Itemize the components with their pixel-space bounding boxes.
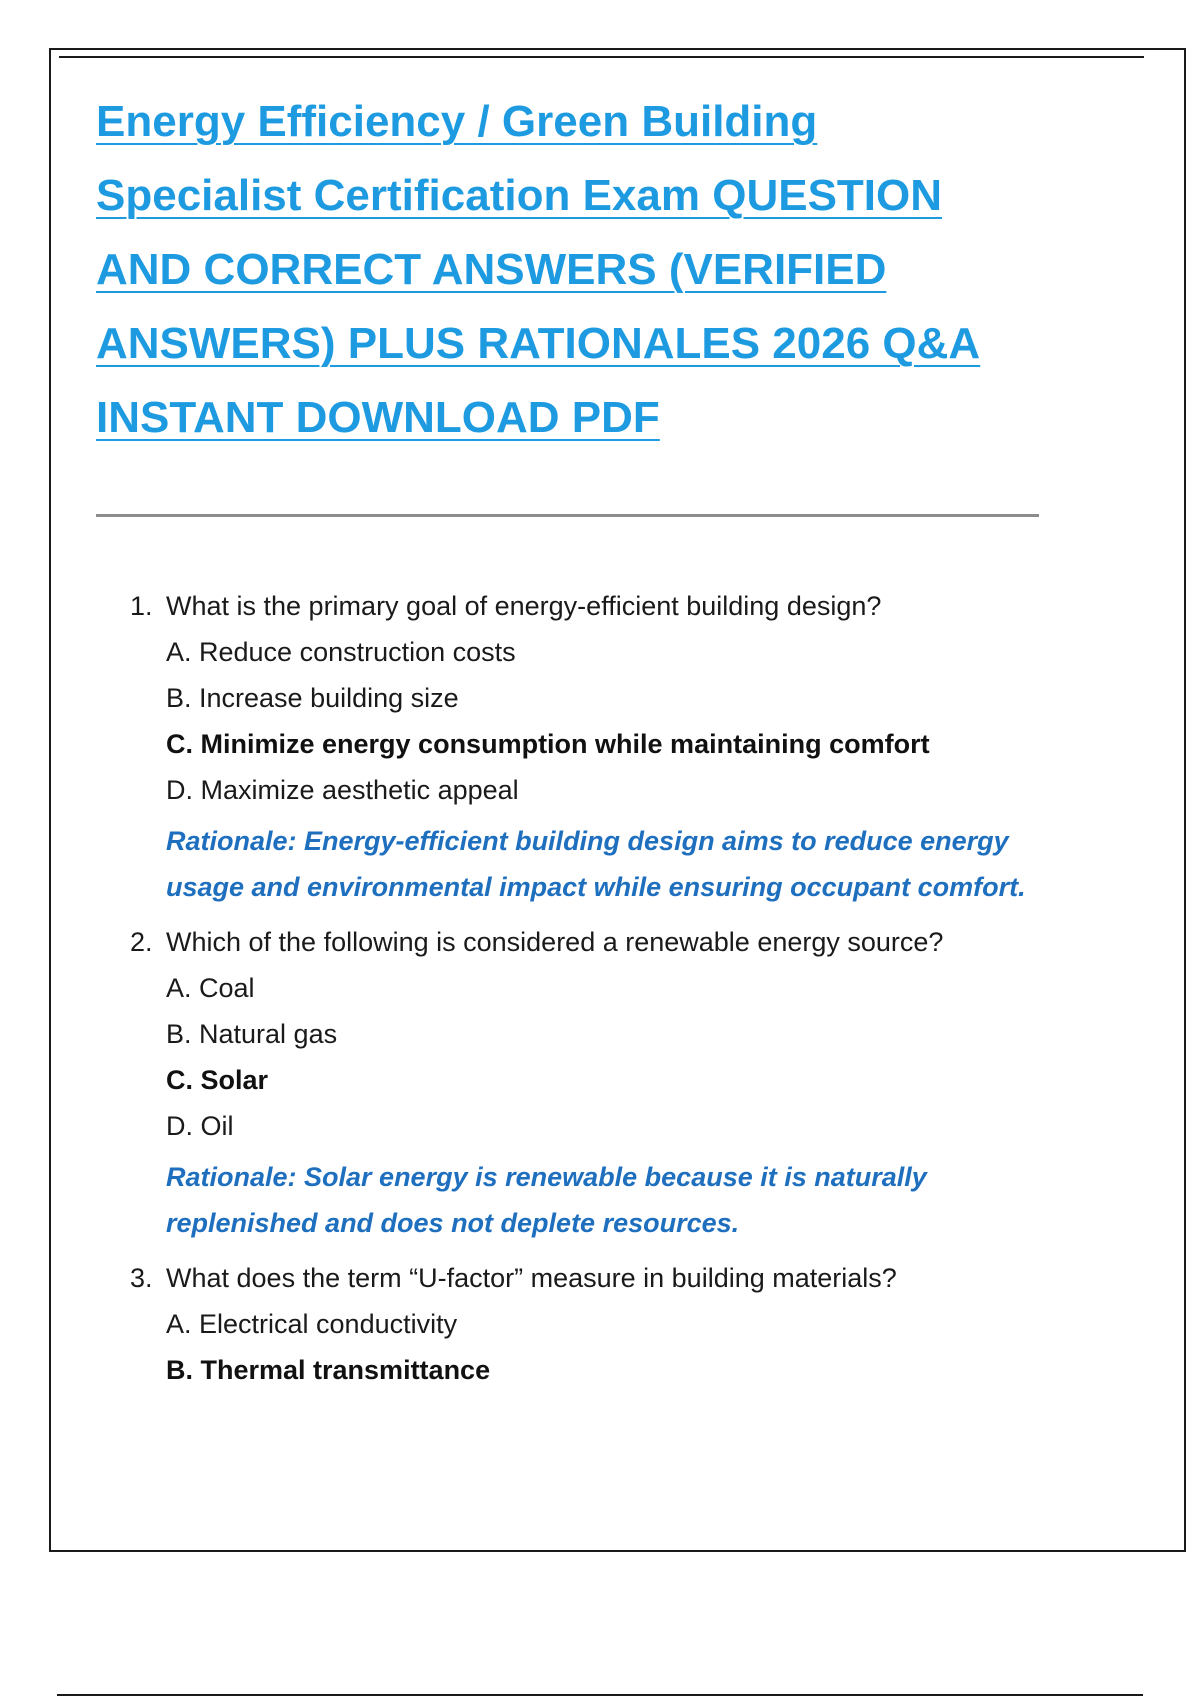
question-text: What is the primary goal of energy-efficient building design? xyxy=(166,591,882,621)
question-1 xyxy=(130,588,1090,910)
answer-option: A. Electrical conductivity xyxy=(166,1309,458,1339)
answer-option: A. Coal xyxy=(166,973,255,1003)
title-line[interactable]: AND CORRECT ANSWERS (VERIFIED xyxy=(96,245,887,294)
answer-options xyxy=(130,1306,1090,1388)
document-title[interactable] xyxy=(96,97,1016,470)
answer-option: D. Oil xyxy=(166,1111,234,1141)
question-text: What does the term “U-factor” measure in building materials? xyxy=(166,1263,897,1293)
question-list xyxy=(130,588,1090,1402)
answer-option: D. Maximize aesthetic appeal xyxy=(166,775,519,805)
answer-option: A. Reduce construction costs xyxy=(166,637,516,667)
question-number: 3. xyxy=(130,1263,153,1293)
question-text: Which of the following is considered a renewable energy source? xyxy=(166,927,944,957)
correct-answer-option: C. Minimize energy consumption while maintaining comfort xyxy=(166,729,930,759)
answer-option: B. Increase building size xyxy=(166,683,459,713)
rationale: Rationale: Energy-efficient building design aims to reduce energy usage and environmental impact while ensuring occupant comfort. xyxy=(166,826,1026,902)
question-stem xyxy=(130,1260,1090,1296)
answer-options xyxy=(130,634,1090,910)
rationale: Rationale: Solar energy is renewable because it is naturally replenished and does not deplete resources. xyxy=(166,1162,927,1238)
question-stem xyxy=(130,588,1090,624)
answer-options xyxy=(130,970,1090,1246)
correct-answer-option: C. Solar xyxy=(166,1065,269,1095)
title-line[interactable]: Energy Efficiency / Green Building xyxy=(96,97,818,146)
correct-answer-option: B. Thermal transmittance xyxy=(166,1355,491,1385)
next-page-top-rule xyxy=(57,1694,1143,1696)
question-number: 1. xyxy=(130,591,153,621)
top-rule xyxy=(59,56,1144,58)
title-line[interactable]: INSTANT DOWNLOAD PDF xyxy=(96,393,660,442)
section-divider xyxy=(96,514,1039,517)
title-line[interactable]: Specialist Certification Exam QUESTION xyxy=(96,171,943,220)
question-stem xyxy=(130,924,1090,960)
title-line[interactable]: ANSWERS) PLUS RATIONALES 2026 Q&A xyxy=(96,319,981,368)
question-2 xyxy=(130,924,1090,1246)
answer-option: B. Natural gas xyxy=(166,1019,338,1049)
question-number: 2. xyxy=(130,927,153,957)
question-3 xyxy=(130,1260,1090,1388)
